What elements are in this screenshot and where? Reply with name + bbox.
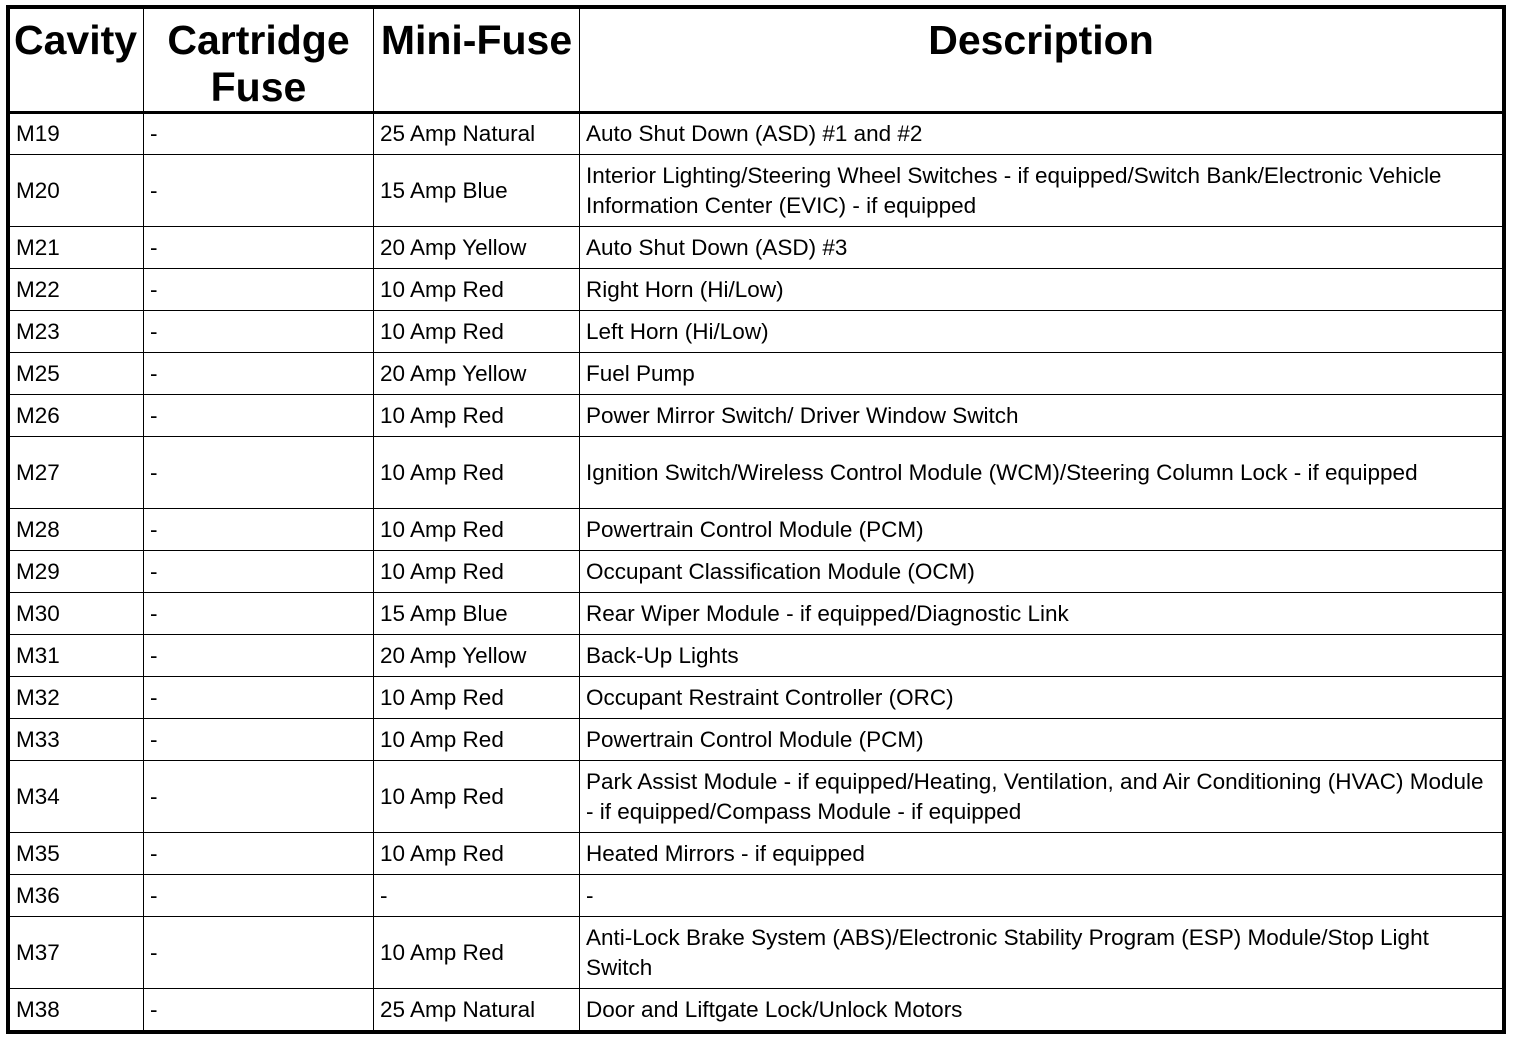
table-row: [10, 227, 1503, 269]
table-row: [10, 635, 1503, 677]
mini-fuse-cell: 20 Amp Yellow: [374, 635, 580, 677]
table-row: [10, 719, 1503, 761]
description-cell: -: [580, 875, 1503, 917]
mini-fuse-cell: 10 Amp Red: [374, 833, 580, 875]
header-row: [10, 9, 1503, 113]
table-row: [10, 677, 1503, 719]
cartridge-cell: -: [144, 917, 374, 989]
description-cell: Rear Wiper Module - if equipped/Diagnostic Link: [580, 593, 1503, 635]
cartridge-cell: -: [144, 353, 374, 395]
mini-fuse-cell: 20 Amp Yellow: [374, 353, 580, 395]
cavity-cell: M36: [10, 875, 144, 917]
cavity-cell: M19: [10, 113, 144, 155]
table-row: [10, 917, 1503, 989]
cavity-cell: M38: [10, 989, 144, 1031]
cavity-cell: M30: [10, 593, 144, 635]
cavity-cell: M21: [10, 227, 144, 269]
cavity-cell: M35: [10, 833, 144, 875]
cartridge-cell: -: [144, 269, 374, 311]
cavity-cell: M20: [10, 155, 144, 227]
cartridge-cell: -: [144, 155, 374, 227]
mini-fuse-cell: 10 Amp Red: [374, 437, 580, 509]
mini-fuse-cell: 15 Amp Blue: [374, 593, 580, 635]
table-row: [10, 437, 1503, 509]
mini-fuse-cell: 25 Amp Natural: [374, 989, 580, 1031]
header-description: Description: [580, 9, 1503, 113]
cavity-cell: M23: [10, 311, 144, 353]
table-row: [10, 761, 1503, 833]
description-cell: Left Horn (Hi/Low): [580, 311, 1503, 353]
cartridge-cell: -: [144, 635, 374, 677]
description-cell: Powertrain Control Module (PCM): [580, 509, 1503, 551]
description-cell: Interior Lighting/Steering Wheel Switches - if equipped/Switch Bank/Electronic Vehicle Information Center (EVIC) - if equipped: [580, 155, 1503, 227]
cartridge-cell: -: [144, 593, 374, 635]
mini-fuse-cell: 10 Amp Red: [374, 719, 580, 761]
cartridge-cell: -: [144, 395, 374, 437]
table-row: [10, 353, 1503, 395]
description-cell: Back-Up Lights: [580, 635, 1503, 677]
cavity-cell: M27: [10, 437, 144, 509]
cartridge-cell: -: [144, 761, 374, 833]
description-cell: Powertrain Control Module (PCM): [580, 719, 1503, 761]
table-row: [10, 269, 1503, 311]
mini-fuse-cell: -: [374, 875, 580, 917]
header-mini-fuse: Mini-Fuse: [374, 9, 580, 113]
cartridge-cell: -: [144, 677, 374, 719]
table-body: [10, 113, 1503, 1031]
table-row: [10, 551, 1503, 593]
mini-fuse-cell: 20 Amp Yellow: [374, 227, 580, 269]
cavity-cell: M25: [10, 353, 144, 395]
cavity-cell: M31: [10, 635, 144, 677]
table-row: [10, 833, 1503, 875]
table-row: [10, 395, 1503, 437]
mini-fuse-cell: 10 Amp Red: [374, 551, 580, 593]
mini-fuse-cell: 10 Amp Red: [374, 509, 580, 551]
mini-fuse-cell: 15 Amp Blue: [374, 155, 580, 227]
header-cartridge-fuse: Cartridge Fuse: [144, 9, 374, 113]
table-row: [10, 113, 1503, 155]
table-row: [10, 593, 1503, 635]
fuse-table: [9, 8, 1503, 1031]
description-cell: Occupant Restraint Controller (ORC): [580, 677, 1503, 719]
cavity-cell: M37: [10, 917, 144, 989]
mini-fuse-cell: 10 Amp Red: [374, 677, 580, 719]
description-cell: Power Mirror Switch/ Driver Window Switch: [580, 395, 1503, 437]
cartridge-cell: -: [144, 437, 374, 509]
fuse-table-document: [6, 5, 1506, 1034]
description-cell: Door and Liftgate Lock/Unlock Motors: [580, 989, 1503, 1031]
table-header: [10, 9, 1503, 113]
cartridge-cell: -: [144, 989, 374, 1031]
description-cell: Right Horn (Hi/Low): [580, 269, 1503, 311]
mini-fuse-cell: 25 Amp Natural: [374, 113, 580, 155]
table-row: [10, 875, 1503, 917]
description-cell: Anti-Lock Brake System (ABS)/Electronic Stability Program (ESP) Module/Stop Light Switch: [580, 917, 1503, 989]
cavity-cell: M32: [10, 677, 144, 719]
description-cell: Fuel Pump: [580, 353, 1503, 395]
cavity-cell: M34: [10, 761, 144, 833]
cartridge-cell: -: [144, 113, 374, 155]
description-cell: Heated Mirrors - if equipped: [580, 833, 1503, 875]
description-cell: Occupant Classification Module (OCM): [580, 551, 1503, 593]
cartridge-cell: -: [144, 875, 374, 917]
description-cell: Auto Shut Down (ASD) #1 and #2: [580, 113, 1503, 155]
description-cell: Auto Shut Down (ASD) #3: [580, 227, 1503, 269]
mini-fuse-cell: 10 Amp Red: [374, 311, 580, 353]
cavity-cell: M28: [10, 509, 144, 551]
mini-fuse-cell: 10 Amp Red: [374, 269, 580, 311]
description-cell: Ignition Switch/Wireless Control Module (WCM)/Steering Column Lock - if equipped: [580, 437, 1503, 509]
description-cell: Park Assist Module - if equipped/Heating, Ventilation, and Air Conditioning (HVAC) Module - if equipped/Compass Module - if equipped: [580, 761, 1503, 833]
cavity-cell: M22: [10, 269, 144, 311]
table-row: [10, 509, 1503, 551]
cartridge-cell: -: [144, 227, 374, 269]
cartridge-cell: -: [144, 311, 374, 353]
cartridge-cell: -: [144, 551, 374, 593]
cartridge-cell: -: [144, 509, 374, 551]
cavity-cell: M33: [10, 719, 144, 761]
table-row: [10, 989, 1503, 1031]
mini-fuse-cell: 10 Amp Red: [374, 761, 580, 833]
mini-fuse-cell: 10 Amp Red: [374, 917, 580, 989]
mini-fuse-cell: 10 Amp Red: [374, 395, 580, 437]
cartridge-cell: -: [144, 719, 374, 761]
header-cavity: Cavity: [10, 9, 144, 113]
table-row: [10, 155, 1503, 227]
cavity-cell: M26: [10, 395, 144, 437]
cartridge-cell: -: [144, 833, 374, 875]
table-row: [10, 311, 1503, 353]
cavity-cell: M29: [10, 551, 144, 593]
